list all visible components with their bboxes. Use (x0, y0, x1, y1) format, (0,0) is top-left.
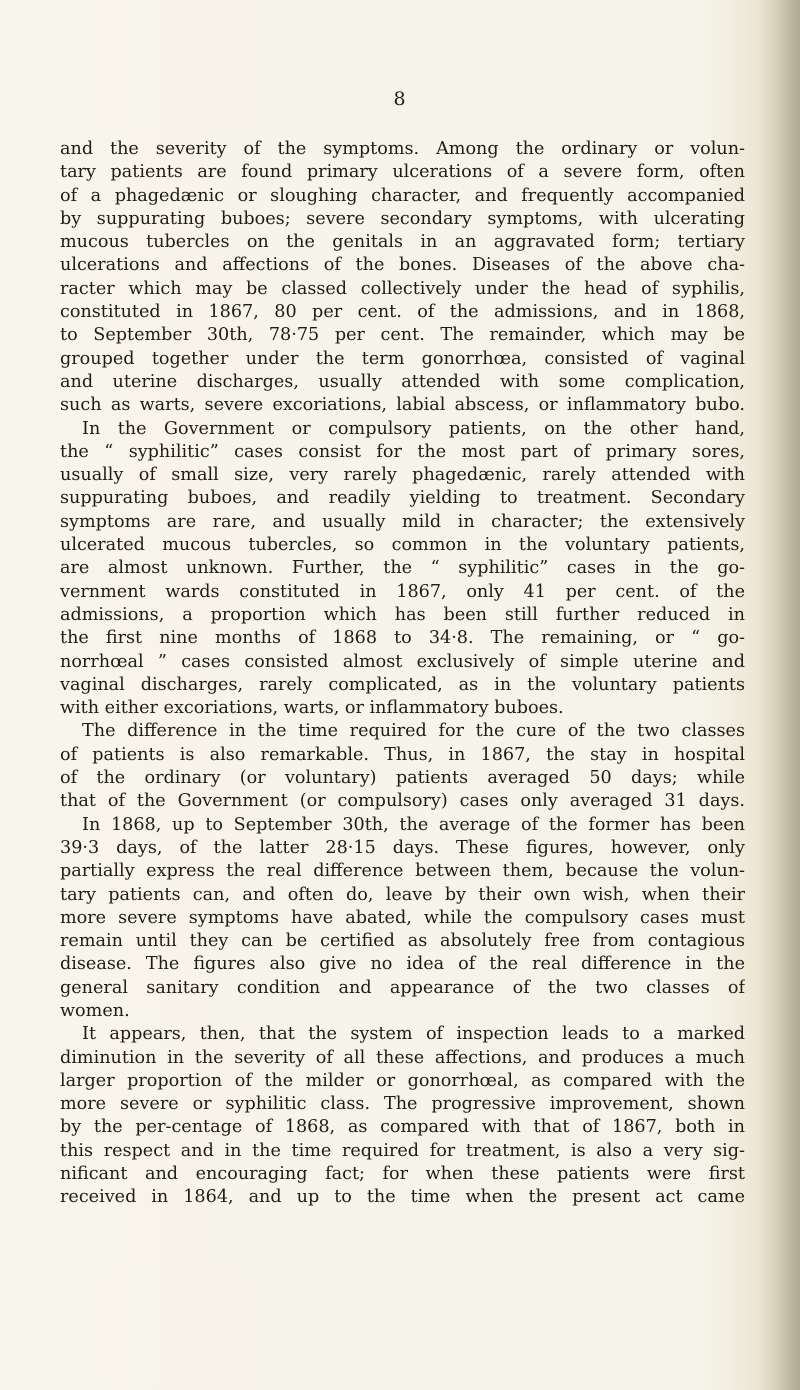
text-line: tary patients are found primary ulcerations of a severe form, often (60, 162, 745, 183)
text-line: suppurating buboes, and readily yielding to treatment. Secondary (60, 488, 745, 509)
text-line: of patients is also remarkable. Thus, in 1867, the stay in hospital (60, 744, 745, 765)
text-line: of the ordinary (or voluntary) patients averaged 50 days; while (60, 768, 745, 789)
text-line: In the Government or compulsory patients, on the other hand, (82, 418, 745, 439)
text-line: symptoms are rare, and usually mild in character; the extensively (60, 511, 745, 532)
text-line: ulcerated mucous tubercles, so common in the voluntary patients, (60, 535, 745, 556)
text-line: more severe or syphilitic class. The progressive improvement, shown (60, 1094, 745, 1115)
text-line: tary patients can, and often do, leave by their own wish, when their (60, 884, 745, 905)
text-line: general sanitary condition and appearance of the two classes of (60, 977, 745, 998)
text-line: are almost unknown. Further, the “ syphilitic” cases in the go- (60, 558, 745, 579)
text-line: disease. The figures also give no idea of the real difference in the (60, 954, 745, 975)
text-line: women. (60, 1000, 130, 1021)
text-line: diminution in the severity of all these affections, and produces a much (60, 1047, 745, 1068)
text-line: more severe symptoms have abated, while the compulsory cases must (60, 907, 745, 928)
text-line: nificant and encouraging fact; for when these patients were first (60, 1164, 745, 1185)
text-line: this respect and in the time required for treatment, is also a very sig- (60, 1140, 745, 1161)
text-line: It appears, then, that the system of inspection leads to a marked (82, 1024, 745, 1045)
page-number: 8 (393, 88, 407, 110)
text-line: and the severity of the symptoms. Among the ordinary or volun- (60, 139, 745, 159)
text-line: usually of small size, very rarely phagedænic, rarely attended with (60, 465, 745, 486)
text-line: and uterine discharges, usually attended with some complication, (60, 371, 745, 392)
body-text (60, 138, 745, 1210)
text-line: of a phagedænic or sloughing character, and frequently accompanied (60, 185, 745, 206)
text-line: racter which may be classed collectively under the head of syphilis, (60, 278, 745, 299)
text-line: 39·3 days, of the latter 28·15 days. These figures, however, only (60, 837, 745, 858)
text-line: remain until they can be certified as absolutely free from contagious (60, 931, 745, 952)
page-edge-shadow (758, 0, 800, 1390)
text-line: constituted in 1867, 80 per cent. of the admissions, and in 1868, (60, 302, 745, 323)
text-line: the first nine months of 1868 to 34·8. The remaining, or “ go- (60, 628, 745, 649)
text-line: by suppurating buboes; severe secondary symptoms, with ulcerating (60, 208, 745, 229)
text-line: with either excoriations, warts, or inflammatory buboes. (60, 698, 564, 719)
text-line: to September 30th, 78·75 per cent. The remainder, which may be (60, 325, 745, 346)
text-line: norrhœal ” cases consisted almost exclusively of simple uterine and (60, 651, 745, 672)
text-line: vernment wards constituted in 1867, only 41 per cent. of the (60, 581, 745, 602)
text-line: by the per-centage of 1868, as compared with that of 1867, both in (60, 1117, 745, 1138)
text-line: In 1868, up to September 30th, the average of the former has been (82, 814, 745, 835)
text-line: partially express the real difference between them, because the volun- (60, 861, 745, 882)
text-line: grouped together under the term gonorrhœa, consisted of vaginal (60, 348, 745, 369)
text-line: received in 1864, and up to the time when the present act came (60, 1187, 745, 1208)
text-line: the “ syphilitic” cases consist for the most part of primary sores, (60, 441, 745, 462)
text-line: The difference in the time required for the cure of the two classes (82, 721, 745, 742)
text-line: such as warts, severe excoriations, labial abscess, or inflammatory bubo. (60, 395, 745, 416)
text-line: that of the Government (or compulsory) cases only averaged 31 days. (60, 791, 745, 812)
text-line: mucous tubercles on the genitals in an aggravated form; tertiary (60, 232, 745, 253)
text-line: ulcerations and affections of the bones. Diseases of the above cha- (60, 255, 745, 276)
text-line: admissions, a proportion which has been still further reduced in (60, 604, 745, 625)
text-line: larger proportion of the milder or gonorrhœal, as compared with the (60, 1070, 745, 1091)
text-line: vaginal discharges, rarely complicated, as in the voluntary patients (60, 674, 745, 695)
